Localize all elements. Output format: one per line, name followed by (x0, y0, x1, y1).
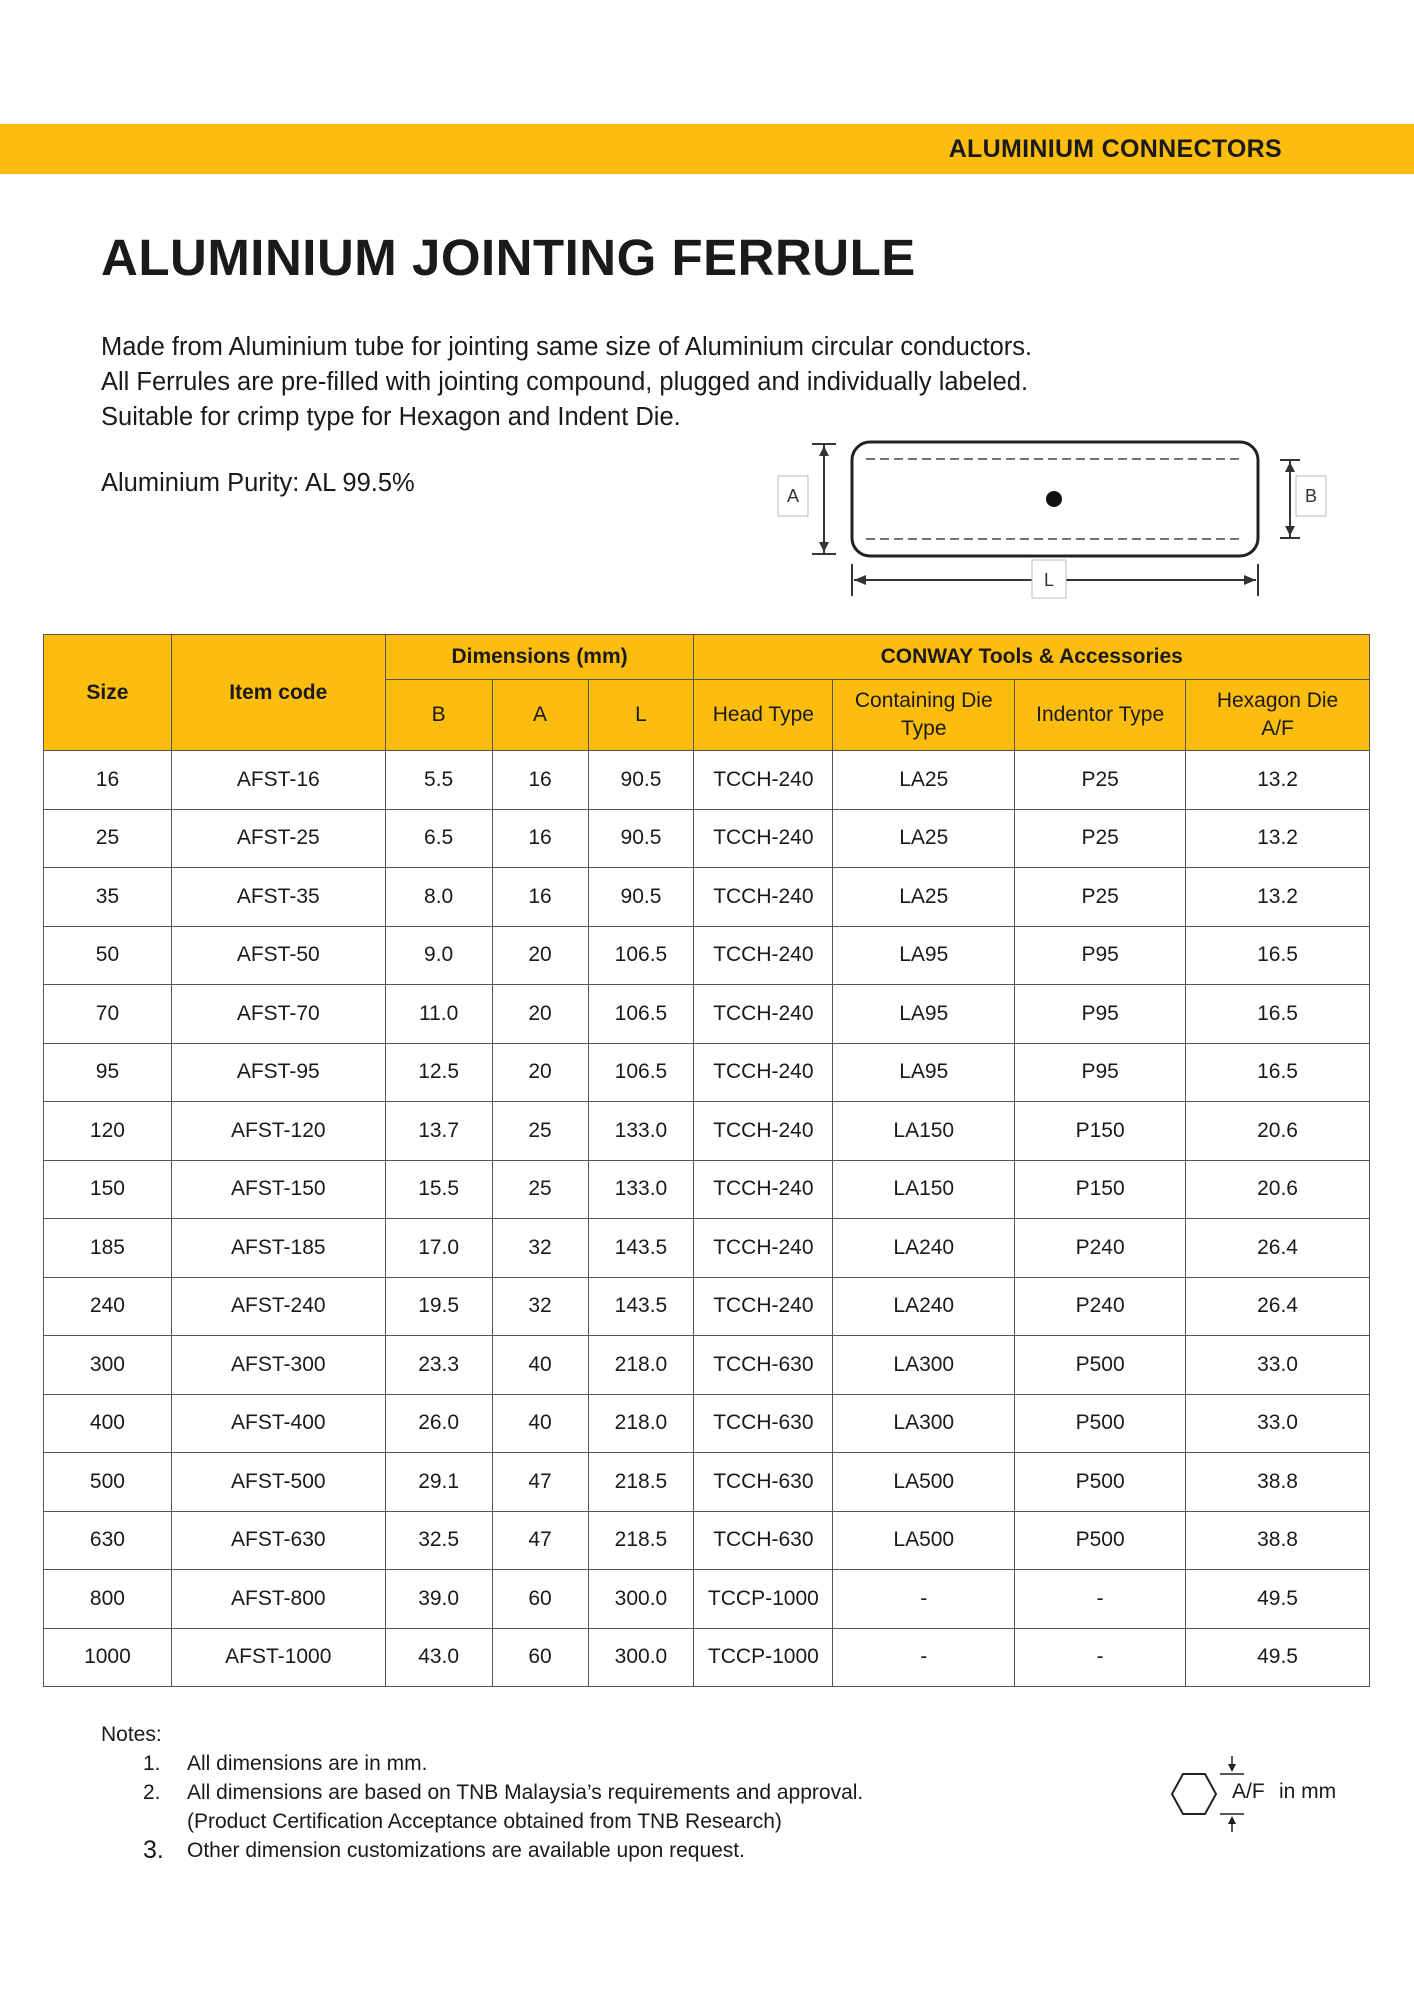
note-number: 3. (143, 1836, 164, 1864)
cell-indentor-type: P500 (1015, 1453, 1186, 1512)
cell-containing-die: LA25 (833, 809, 1015, 868)
cell-item-code: AFST-70 (171, 985, 385, 1044)
cell-indentor-type: P95 (1015, 1043, 1186, 1102)
cell-a: 20 (492, 926, 588, 985)
cell-containing-die: LA25 (833, 868, 1015, 927)
cell-l: 300.0 (588, 1628, 694, 1687)
cell-hexagon-die: 38.8 (1186, 1453, 1370, 1512)
cell-head-type: TCCH-240 (694, 1043, 833, 1102)
cell-item-code: AFST-120 (171, 1102, 385, 1161)
category-label: ALUMINIUM CONNECTORS (948, 135, 1282, 163)
cell-indentor-type: P25 (1015, 751, 1186, 810)
cell-hexagon-die: 13.2 (1186, 868, 1370, 927)
cell-a: 47 (492, 1453, 588, 1512)
cell-size: 800 (44, 1570, 172, 1629)
cell-head-type: TCCH-240 (694, 1160, 833, 1219)
cell-containing-die: LA300 (833, 1336, 1015, 1395)
cell-head-type: TCCH-630 (694, 1511, 833, 1570)
table-row (44, 868, 1370, 927)
cell-size: 50 (44, 926, 172, 985)
purity-text: Aluminium Purity: AL 99.5% (101, 469, 415, 497)
notes-heading: Notes: (101, 1723, 162, 1746)
cell-l: 133.0 (588, 1102, 694, 1161)
cell-l: 218.5 (588, 1511, 694, 1570)
cell-b: 12.5 (385, 1043, 492, 1102)
cell-head-type: TCCH-240 (694, 985, 833, 1044)
cell-b: 8.0 (385, 868, 492, 927)
cell-containing-die: LA150 (833, 1160, 1015, 1219)
header-l: L (588, 680, 694, 751)
cell-indentor-type: P25 (1015, 809, 1186, 868)
cell-l: 218.5 (588, 1453, 694, 1512)
table-row (44, 1453, 1370, 1512)
center-dot (1046, 491, 1062, 507)
cell-a: 47 (492, 1511, 588, 1570)
cell-b: 13.7 (385, 1102, 492, 1161)
cell-l: 218.0 (588, 1394, 694, 1453)
cell-item-code: AFST-95 (171, 1043, 385, 1102)
cell-l: 143.5 (588, 1219, 694, 1278)
header-containing-die-type (833, 680, 1015, 751)
cell-item-code: AFST-630 (171, 1511, 385, 1570)
cell-containing-die: LA95 (833, 926, 1015, 985)
cell-head-type: TCCH-240 (694, 1219, 833, 1278)
cell-b: 9.0 (385, 926, 492, 985)
cell-a: 16 (492, 751, 588, 810)
description-line: Suitable for crimp type for Hexagon and Indent Die. (101, 403, 681, 431)
cell-b: 23.3 (385, 1336, 492, 1395)
cell-containing-die: LA500 (833, 1453, 1015, 1512)
af-label: A/F (1232, 1780, 1265, 1803)
cell-a: 32 (492, 1219, 588, 1278)
note-item (101, 1836, 863, 1865)
cell-b: 11.0 (385, 985, 492, 1044)
cell-hexagon-die: 20.6 (1186, 1102, 1370, 1161)
dimension-label-a: A (786, 486, 800, 506)
cell-item-code: AFST-150 (171, 1160, 385, 1219)
header-item-code: Item code (171, 635, 385, 751)
cell-head-type: TCCH-630 (694, 1336, 833, 1395)
cell-containing-die: LA95 (833, 985, 1015, 1044)
cell-item-code: AFST-500 (171, 1453, 385, 1512)
note-number: 2. (143, 1781, 161, 1804)
cell-hexagon-die: 33.0 (1186, 1336, 1370, 1395)
cell-head-type: TCCH-240 (694, 868, 833, 927)
cell-head-type: TCCH-240 (694, 1277, 833, 1336)
cell-item-code: AFST-50 (171, 926, 385, 985)
cell-l: 90.5 (588, 868, 694, 927)
description-line: Made from Aluminium tube for jointing same size of Aluminium circular conductors. (101, 333, 1033, 361)
cell-a: 20 (492, 1043, 588, 1102)
cell-size: 630 (44, 1511, 172, 1570)
cell-indentor-type: - (1015, 1570, 1186, 1629)
table-row (44, 1219, 1370, 1278)
header-b: B (385, 680, 492, 751)
cell-indentor-type: P240 (1015, 1277, 1186, 1336)
cell-b: 6.5 (385, 809, 492, 868)
table-row (44, 1394, 1370, 1453)
cell-b: 43.0 (385, 1628, 492, 1687)
header-head-type: Head Type (694, 680, 833, 751)
table-row (44, 1160, 1370, 1219)
cell-containing-die: - (833, 1570, 1015, 1629)
cell-l: 106.5 (588, 926, 694, 985)
cell-hexagon-die: 16.5 (1186, 926, 1370, 985)
cell-l: 90.5 (588, 809, 694, 868)
cell-size: 70 (44, 985, 172, 1044)
cell-b: 15.5 (385, 1160, 492, 1219)
header-dimensions-group: Dimensions (mm) (385, 635, 694, 680)
notes-section (101, 1720, 863, 1865)
header-hexagon-die-af (1186, 680, 1370, 751)
cell-size: 500 (44, 1453, 172, 1512)
note-text: All dimensions are in mm. (187, 1752, 428, 1775)
note-subtext: (Product Certification Acceptance obtained from TNB Research) (187, 1810, 782, 1833)
note-text: Other dimension customizations are available upon request. (187, 1839, 745, 1862)
cell-b: 32.5 (385, 1511, 492, 1570)
cell-indentor-type: P150 (1015, 1102, 1186, 1161)
cell-size: 300 (44, 1336, 172, 1395)
cell-b: 26.0 (385, 1394, 492, 1453)
cell-hexagon-die: 26.4 (1186, 1277, 1370, 1336)
product-description (101, 330, 1032, 435)
cell-a: 60 (492, 1570, 588, 1629)
cell-hexagon-die: 49.5 (1186, 1570, 1370, 1629)
note-text: All dimensions are based on TNB Malaysia’s requirements and approval. (187, 1781, 864, 1804)
cell-l: 300.0 (588, 1570, 694, 1629)
cell-size: 95 (44, 1043, 172, 1102)
header-line: A/F (1261, 717, 1294, 740)
cell-size: 16 (44, 751, 172, 810)
header-a: A (492, 680, 588, 751)
af-unit: in mm (1279, 1780, 1337, 1803)
cell-l: 133.0 (588, 1160, 694, 1219)
cell-item-code: AFST-800 (171, 1570, 385, 1629)
cell-b: 19.5 (385, 1277, 492, 1336)
cell-item-code: AFST-240 (171, 1277, 385, 1336)
table-row (44, 1511, 1370, 1570)
hexagon-icon (1168, 1752, 1288, 1836)
table-row (44, 926, 1370, 985)
cell-a: 25 (492, 1102, 588, 1161)
ferrule-diagram (770, 432, 1330, 602)
cell-containing-die: LA150 (833, 1102, 1015, 1161)
cell-a: 60 (492, 1628, 588, 1687)
table-row (44, 1102, 1370, 1161)
cell-item-code: AFST-185 (171, 1219, 385, 1278)
cell-item-code: AFST-300 (171, 1336, 385, 1395)
cell-size: 1000 (44, 1628, 172, 1687)
cell-l: 90.5 (588, 751, 694, 810)
cell-indentor-type: P150 (1015, 1160, 1186, 1219)
table-row (44, 1570, 1370, 1629)
cell-a: 20 (492, 985, 588, 1044)
cell-b: 5.5 (385, 751, 492, 810)
cell-indentor-type: P500 (1015, 1511, 1186, 1570)
cell-item-code: AFST-400 (171, 1394, 385, 1453)
cell-size: 185 (44, 1219, 172, 1278)
cell-item-code: AFST-1000 (171, 1628, 385, 1687)
cell-indentor-type: P240 (1015, 1219, 1186, 1278)
cell-head-type: TCCP-1000 (694, 1628, 833, 1687)
cell-indentor-type: P500 (1015, 1394, 1186, 1453)
cell-hexagon-die: 20.6 (1186, 1160, 1370, 1219)
cell-hexagon-die: 38.8 (1186, 1511, 1370, 1570)
cell-a: 32 (492, 1277, 588, 1336)
cell-head-type: TCCH-240 (694, 1102, 833, 1161)
note-number: 1. (143, 1752, 161, 1775)
dimension-label-b: B (1304, 486, 1318, 506)
cell-l: 143.5 (588, 1277, 694, 1336)
table-row (44, 1043, 1370, 1102)
cell-containing-die: LA25 (833, 751, 1015, 810)
header-line: Type (900, 717, 947, 740)
cell-hexagon-die: 26.4 (1186, 1219, 1370, 1278)
cell-hexagon-die: 49.5 (1186, 1628, 1370, 1687)
note-item (101, 1749, 863, 1778)
header-line: Hexagon Die (1216, 689, 1339, 712)
cell-containing-die: LA95 (833, 1043, 1015, 1102)
cell-l: 106.5 (588, 1043, 694, 1102)
dimension-label-l: L (1043, 570, 1055, 590)
spec-table-body (44, 751, 1370, 1687)
cell-hexagon-die: 13.2 (1186, 751, 1370, 810)
table-row (44, 751, 1370, 810)
cell-a: 16 (492, 868, 588, 927)
cell-size: 150 (44, 1160, 172, 1219)
table-row (44, 809, 1370, 868)
cell-hexagon-die: 16.5 (1186, 1043, 1370, 1102)
description-line: All Ferrules are pre-filled with jointing compound, plugged and individually labeled. (101, 368, 1029, 396)
table-row (44, 1336, 1370, 1395)
cell-head-type: TCCH-630 (694, 1453, 833, 1512)
cell-indentor-type: P500 (1015, 1336, 1186, 1395)
cell-l: 218.0 (588, 1336, 694, 1395)
header-indentor-type: Indentor Type (1015, 680, 1186, 751)
cell-indentor-type: - (1015, 1628, 1186, 1687)
header-size: Size (44, 635, 172, 751)
cell-item-code: AFST-35 (171, 868, 385, 927)
table-row (44, 985, 1370, 1044)
page-title: ALUMINIUM JOINTING FERRULE (101, 229, 916, 286)
header-banner (0, 124, 1414, 174)
cell-b: 39.0 (385, 1570, 492, 1629)
cell-size: 25 (44, 809, 172, 868)
cell-size: 120 (44, 1102, 172, 1161)
cell-head-type: TCCH-240 (694, 809, 833, 868)
cell-head-type: TCCP-1000 (694, 1570, 833, 1629)
note-item (101, 1778, 863, 1836)
cell-l: 106.5 (588, 985, 694, 1044)
cell-containing-die: LA240 (833, 1277, 1015, 1336)
cell-size: 400 (44, 1394, 172, 1453)
cell-hexagon-die: 16.5 (1186, 985, 1370, 1044)
cell-head-type: TCCH-240 (694, 751, 833, 810)
cell-size: 240 (44, 1277, 172, 1336)
header-line: Containing Die (854, 689, 993, 712)
cell-containing-die: LA240 (833, 1219, 1015, 1278)
cell-head-type: TCCH-630 (694, 1394, 833, 1453)
cell-a: 40 (492, 1336, 588, 1395)
cell-containing-die: LA500 (833, 1511, 1015, 1570)
cell-containing-die: LA300 (833, 1394, 1015, 1453)
spec-table (43, 634, 1370, 1687)
notes-list (101, 1749, 863, 1865)
table-row (44, 1277, 1370, 1336)
cell-a: 40 (492, 1394, 588, 1453)
cell-head-type: TCCH-240 (694, 926, 833, 985)
cell-b: 29.1 (385, 1453, 492, 1512)
cell-containing-die: - (833, 1628, 1015, 1687)
cell-a: 16 (492, 809, 588, 868)
cell-hexagon-die: 33.0 (1186, 1394, 1370, 1453)
cell-hexagon-die: 13.2 (1186, 809, 1370, 868)
cell-a: 25 (492, 1160, 588, 1219)
cell-b: 17.0 (385, 1219, 492, 1278)
cell-size: 35 (44, 868, 172, 927)
header-tools-group: CONWAY Tools & Accessories (694, 635, 1370, 680)
cell-indentor-type: P95 (1015, 985, 1186, 1044)
cell-item-code: AFST-25 (171, 809, 385, 868)
table-row (44, 1628, 1370, 1687)
cell-indentor-type: P25 (1015, 868, 1186, 927)
cell-indentor-type: P95 (1015, 926, 1186, 985)
cell-item-code: AFST-16 (171, 751, 385, 810)
